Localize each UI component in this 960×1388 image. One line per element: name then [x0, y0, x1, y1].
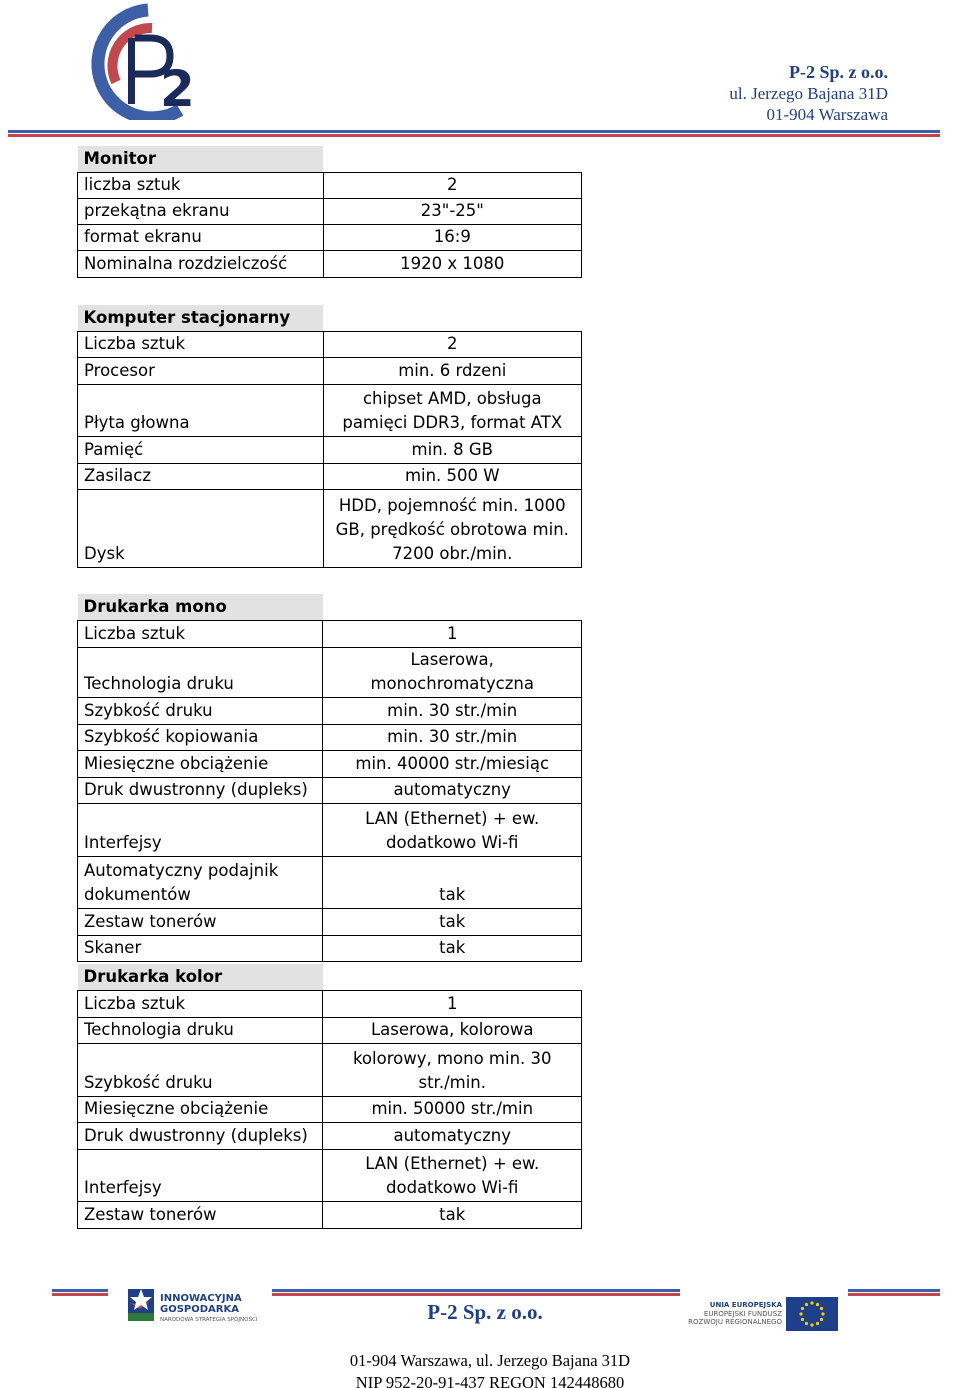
row-label: Szybkość druku — [78, 1043, 323, 1096]
row-value: automatyczny — [323, 777, 582, 803]
table-row — [78, 331, 582, 357]
row-value: chipset AMD, obsługa pamięci DDR3, format ATX — [323, 384, 581, 436]
row-label: liczba sztuk — [78, 172, 324, 198]
ig-line1: INNOWACYJNA — [160, 1293, 242, 1304]
row-value: tak — [323, 856, 582, 908]
company-logo — [80, 2, 210, 120]
row-label: Technologia druku — [78, 647, 323, 697]
svg-text:2: 2 — [160, 60, 195, 118]
row-value: automatyczny — [323, 1122, 582, 1149]
table-row — [78, 856, 582, 908]
eu-logo-text — [686, 1301, 782, 1327]
row-value: HDD, pojemność min. 1000 GB, prędkość obrotowa min. 7200 obr./min. — [323, 489, 581, 567]
row-label: Druk dwustronny (dupleks) — [78, 777, 323, 803]
row-value: Laserowa, kolorowa — [323, 1017, 582, 1043]
section-title: Drukarka mono — [78, 594, 323, 620]
row-value: Laserowa, monochromatyczna — [323, 647, 582, 697]
table-row — [78, 935, 582, 961]
row-value: min. 40000 str./miesiąc — [323, 750, 582, 777]
innovative-economy-text — [160, 1293, 257, 1326]
company-city: 01-904 Warszawa — [766, 105, 888, 124]
table-row — [78, 803, 582, 856]
row-label: Automatyczny podajnik dokumentów — [78, 856, 323, 908]
spec-table-printer-color — [77, 964, 582, 1229]
table-row — [78, 1149, 582, 1201]
footer-address: 01-904 Warszawa, ul. Jerzego Bajana 31D — [349, 1351, 631, 1370]
row-label: Pamięć — [78, 436, 324, 463]
table-row — [78, 357, 582, 384]
footer-divider — [52, 1289, 108, 1297]
company-address-block — [729, 62, 888, 125]
table-row — [78, 224, 582, 250]
row-value: 23"-25" — [323, 198, 581, 224]
table-row — [78, 908, 582, 935]
table-row — [78, 1122, 582, 1149]
header-divider — [8, 130, 940, 138]
row-value: 1 — [323, 620, 582, 647]
row-label: Zasilacz — [78, 463, 324, 489]
row-label: Szybkość druku — [78, 697, 323, 724]
row-label: Zestaw tonerów — [78, 908, 323, 935]
table-row — [78, 697, 582, 724]
row-label: Miesięczne obciążenie — [78, 750, 323, 777]
table-row — [78, 172, 582, 198]
table-row — [78, 990, 582, 1017]
spec-table-computer — [77, 305, 582, 568]
row-value: min. 50000 str./min — [323, 1096, 582, 1122]
row-label: Interfejsy — [78, 1149, 323, 1201]
table-row — [78, 198, 582, 224]
company-street: ul. Jerzego Bajana 31D — [729, 84, 888, 103]
row-label: Interfejsy — [78, 803, 323, 856]
row-value: 16:9 — [323, 224, 581, 250]
ig-line2: GOSPODARKA — [160, 1304, 239, 1315]
row-value: min. 30 str./min — [323, 697, 582, 724]
section-title: Drukarka kolor — [78, 964, 323, 990]
row-label: Zestaw tonerów — [78, 1201, 323, 1228]
row-value: min. 6 rdzeni — [323, 357, 581, 384]
row-label: Dysk — [78, 489, 324, 567]
eu-flag-icon — [786, 1297, 838, 1331]
eu-line3: ROZWOJU REGIONALNEGO — [688, 1318, 782, 1326]
row-label: Skaner — [78, 935, 323, 961]
row-value: 1 — [323, 990, 582, 1017]
row-label: Płyta głowna — [78, 384, 324, 436]
row-label: Nominalna rozdzielczość — [78, 250, 324, 277]
ig-line3: NARODOWA STRATEGIA SPÓJNOŚCI — [160, 1317, 258, 1323]
table-row — [78, 384, 582, 436]
row-value: 2 — [323, 172, 581, 198]
table-row — [78, 489, 582, 567]
row-label: format ekranu — [78, 224, 324, 250]
table-row — [78, 724, 582, 750]
table-row — [78, 647, 582, 697]
table-row — [78, 463, 582, 489]
table-row — [78, 777, 582, 803]
table-row — [78, 250, 582, 277]
table-row — [78, 1201, 582, 1228]
footer-company-name: P-2 Sp. z o.o. — [427, 1300, 543, 1324]
row-label: przekątna ekranu — [78, 198, 324, 224]
row-label: Miesięczne obciążenie — [78, 1096, 323, 1122]
eu-line2: EUROPEJSKI FUNDUSZ — [703, 1309, 782, 1318]
row-value: LAN (Ethernet) + ew. dodatkowo Wi-fi — [323, 1149, 582, 1201]
row-label: Liczba sztuk — [78, 990, 323, 1017]
row-value: LAN (Ethernet) + ew. dodatkowo Wi-fi — [323, 803, 582, 856]
row-label: Liczba sztuk — [78, 331, 324, 357]
table-row — [78, 1043, 582, 1096]
row-value: tak — [323, 1201, 582, 1228]
table-row — [78, 620, 582, 647]
table-row — [78, 1017, 582, 1043]
footer-address-block — [280, 1350, 700, 1388]
row-label: Liczba sztuk — [78, 620, 323, 647]
row-value: min. 500 W — [323, 463, 581, 489]
footer-divider — [272, 1289, 680, 1297]
row-label: Technologia druku — [78, 1017, 323, 1043]
footer-divider — [848, 1289, 940, 1297]
section-title: Monitor — [78, 146, 324, 172]
row-value: 2 — [323, 331, 581, 357]
row-value: min. 30 str./min — [323, 724, 582, 750]
row-value: tak — [323, 935, 582, 961]
table-row — [78, 750, 582, 777]
spec-table-monitor — [77, 146, 582, 278]
row-label: Druk dwustronny (dupleks) — [78, 1122, 323, 1149]
company-name: P-2 Sp. z o.o. — [789, 62, 888, 82]
row-value: min. 8 GB — [323, 436, 581, 463]
eu-line1: UNIA EUROPEJSKA — [709, 1301, 782, 1309]
section-title: Komputer stacjonarny — [78, 305, 324, 331]
row-label: Szybkość kopiowania — [78, 724, 323, 750]
row-value: tak — [323, 908, 582, 935]
table-row — [78, 436, 582, 463]
table-row — [78, 1096, 582, 1122]
spec-table-printer-mono — [77, 594, 582, 962]
row-value: 1920 x 1080 — [323, 250, 581, 277]
row-value: kolorowy, mono min. 30 str./min. — [323, 1043, 582, 1096]
row-label: Procesor — [78, 357, 324, 384]
footer-registration: NIP 952-20-91-437 REGON 142448680 — [355, 1373, 625, 1388]
